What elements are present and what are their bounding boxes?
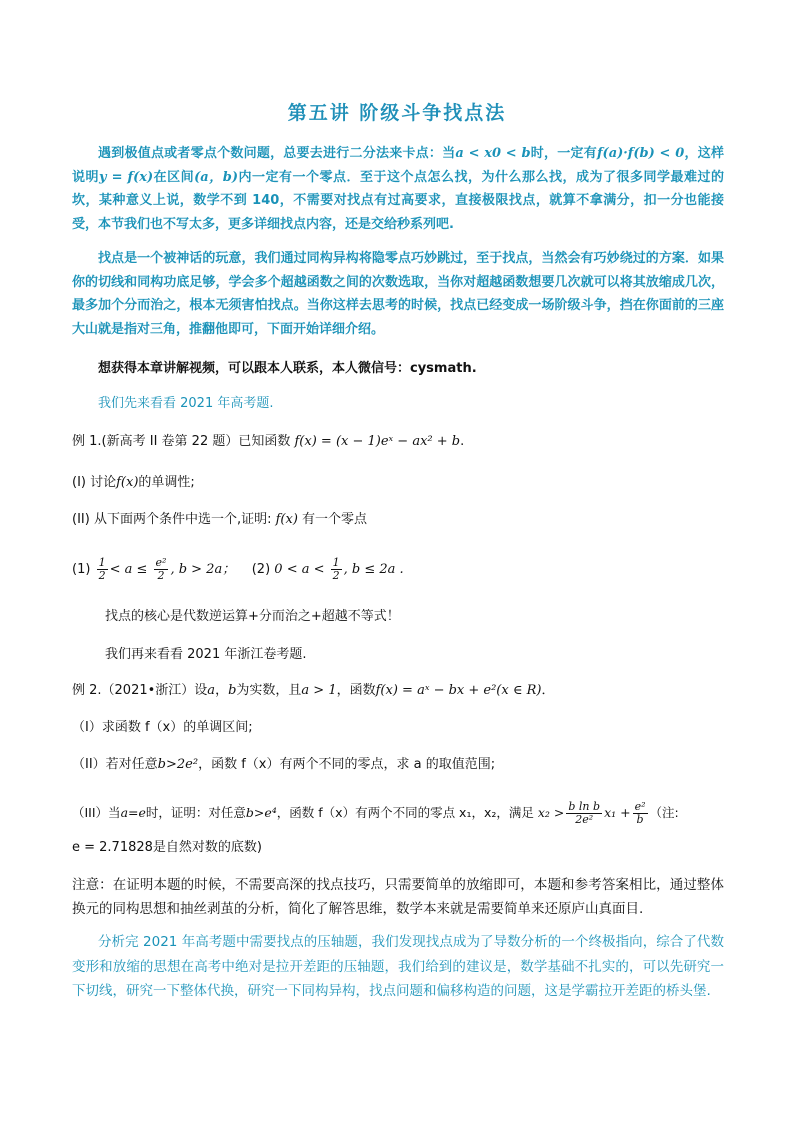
example-2-question-3 [72,798,732,828]
var-a: a [207,683,216,698]
example-1-heading: 例 1.(新高考 II 卷第 22 题）已知函数 f(x) = (x − 1)eˣ − ax² + b. [72,434,465,449]
fraction-denominator: 2 [332,569,340,582]
fraction-blnb [566,801,602,826]
example-1-question-2 [72,510,732,530]
q3-condition-a: a=e [120,805,146,820]
q3-x2: x₂ > [537,805,565,820]
condition-2-end: , b ≤ 2a . [343,562,404,577]
fraction-denominator: 2 [157,569,165,582]
q2-text: ，函数 f（x）有两个不同的零点，求 a 的取值范围; [198,757,496,772]
condition-2-start: 0 < a < [274,562,325,577]
q3-text-2: ，函数 f（x）有两个不同的零点 x₁，x₂，满足 [276,805,534,820]
q3-prefix: （III）当 [72,805,121,820]
fraction-numerator: e² [634,800,646,813]
example-2-heading [72,681,732,701]
example-2-question-1: （I）求函数 f（x）的单调区间; [72,720,253,735]
fraction-numerator: e² [155,556,167,569]
fraction-denominator: 2e² [575,813,594,826]
p1-interval: (a，b) [194,169,238,185]
q3-condition-b: b>e⁴ [245,805,277,820]
intro-paragraph-1 [72,142,724,236]
exam-intro-2021: 我们先来看看 2021 年高考题. [98,396,274,411]
q2-prefix: （II）若对任意 [72,757,158,772]
fraction-e-squared-half [154,557,169,582]
var-b: b [228,683,237,698]
example-1-label: 例 1.(新高考 II 卷第 22 题）已知函数 [72,434,291,449]
fraction-denominator: b [636,813,644,826]
example-2-end: ． [541,683,555,698]
q2-text: 有一个零点 [302,512,368,527]
condition-1-end: , b > 2a； [170,562,236,577]
example-2-condition: a > 1 [301,683,337,698]
example-1-question-1 [72,473,732,493]
contact-paragraph: 想获得本章讲解视频，可以跟本人联系，本人微信号：cysmath. [98,361,477,376]
p1-text-d: 在区间 [153,169,195,185]
q1-function: f(x) [116,475,139,490]
condition-2-label: (2) [251,562,271,577]
intro-paragraph-2: 找点是一个被神话的玩意，我们通过同构异构将隐零点巧妙跳过，至于找点，当然会有巧妙绕过的方案．如果你的切线和同构功底足够，学会多个超越函数之间的次数选取，当你对超越函数想要几次就可以将其放缩成几次，最多加个分而治之，根本无须害怕找点。当你这样去思考的时候，找点已经变成一场阶级斗争，挡在你面前的三座大山就是指对三角，推翻他即可，下面开始详细介绍。 [72,251,724,337]
p1-text-c: ，这样说明 [72,146,724,185]
example-2-label: 例 2.（2021•浙江）设 [72,683,208,698]
separator: ， [215,683,229,698]
condition-1-middle: < a ≤ [109,562,148,577]
p1-text-e: 内一定有一个零点．至于这个点怎么找，为什么那么找，成为了很多同学最难过的坎，某种意义上说，数学不到 140，不需要对找点有过高要求，直接极限找点，就算不拿满分，扣一分也能接受，本节我们也不写太多，更多详细找点内容，还是交给秒系列吧. [72,169,724,232]
q1-text: 的单调性; [138,475,195,490]
fraction-numerator: 1 [332,556,340,569]
zhejiang-intro: 我们再来看看 2021 年浙江卷考题. [105,647,307,662]
q3-x1: x₁ + [604,805,631,820]
fraction-one-half [97,557,108,582]
q2-label: (II) 从下面两个条件中选一个,证明: [72,512,272,527]
final-paragraph: 分析完 2021 年高考题中需要找点的压轴题，我们发现找点成为了导数分析的一个终极指向，综合了代数变形和放缩的思想在高考中绝对是拉开差距的压轴题，我们给到的建议是，数学基础不扎实的，可以先研究一下切线，研究一下整体代换，研究一下同构异构，找点问题和偏移构造的问题，这是学霸拉开差距的桥头堡. [72,934,724,999]
core-note: 找点的核心是代数逆运算+分而治之+超越不等式！ [105,609,400,624]
p1-text-a: 遇到极值点或者零点个数问题，总要去进行二分法来卡点：当 [98,146,456,161]
example-2-footnote: e = 2.71828是自然对数的底数) [72,840,262,855]
example-1-conditions [72,555,732,585]
condition-1-label: (1) [72,562,91,577]
p1-text-b: 时，一定有 [530,146,597,161]
q2-function: f(x) [275,512,298,527]
p1-inequality: f(a)·f(b) < 0 [596,146,685,161]
fraction-denominator: 2 [98,569,106,582]
page-title: 第五讲 阶级斗争找点法 [287,102,507,124]
p1-function: y = f(x) [99,169,154,185]
example-1-function: f(x) = (x − 1)eˣ − ax² + b [294,434,461,449]
q3-note: （注: [649,805,679,820]
example-2-question-2 [72,755,732,775]
fraction-e2-b [633,801,648,826]
q3-text-1: 时，证明：对任意 [145,805,246,820]
q2-condition: b>2e² [157,757,199,772]
fraction-one-half-2 [331,557,342,582]
q1-label: (I) 讨论 [72,475,117,490]
example-2-text-2: ，函数 [336,683,376,698]
note-paragraph: 注意：在证明本题的时候，不需要高深的找点技巧，只需要简单的放缩即可，本题和参考答案相比，通过整体换元的同构思想和抽丝剥茧的分析，简化了解答思维，数学本来就是需要简单来还原庐山真面目. [72,877,724,917]
example-2-function: f(x) = aˣ − bx + e²(x ∈ R) [375,683,542,698]
p1-condition: a < x0 < b [455,146,531,161]
example-2-text-1: 为实数，且 [236,683,302,698]
fraction-numerator: 1 [98,556,106,569]
fraction-numerator: b ln b [568,800,601,813]
